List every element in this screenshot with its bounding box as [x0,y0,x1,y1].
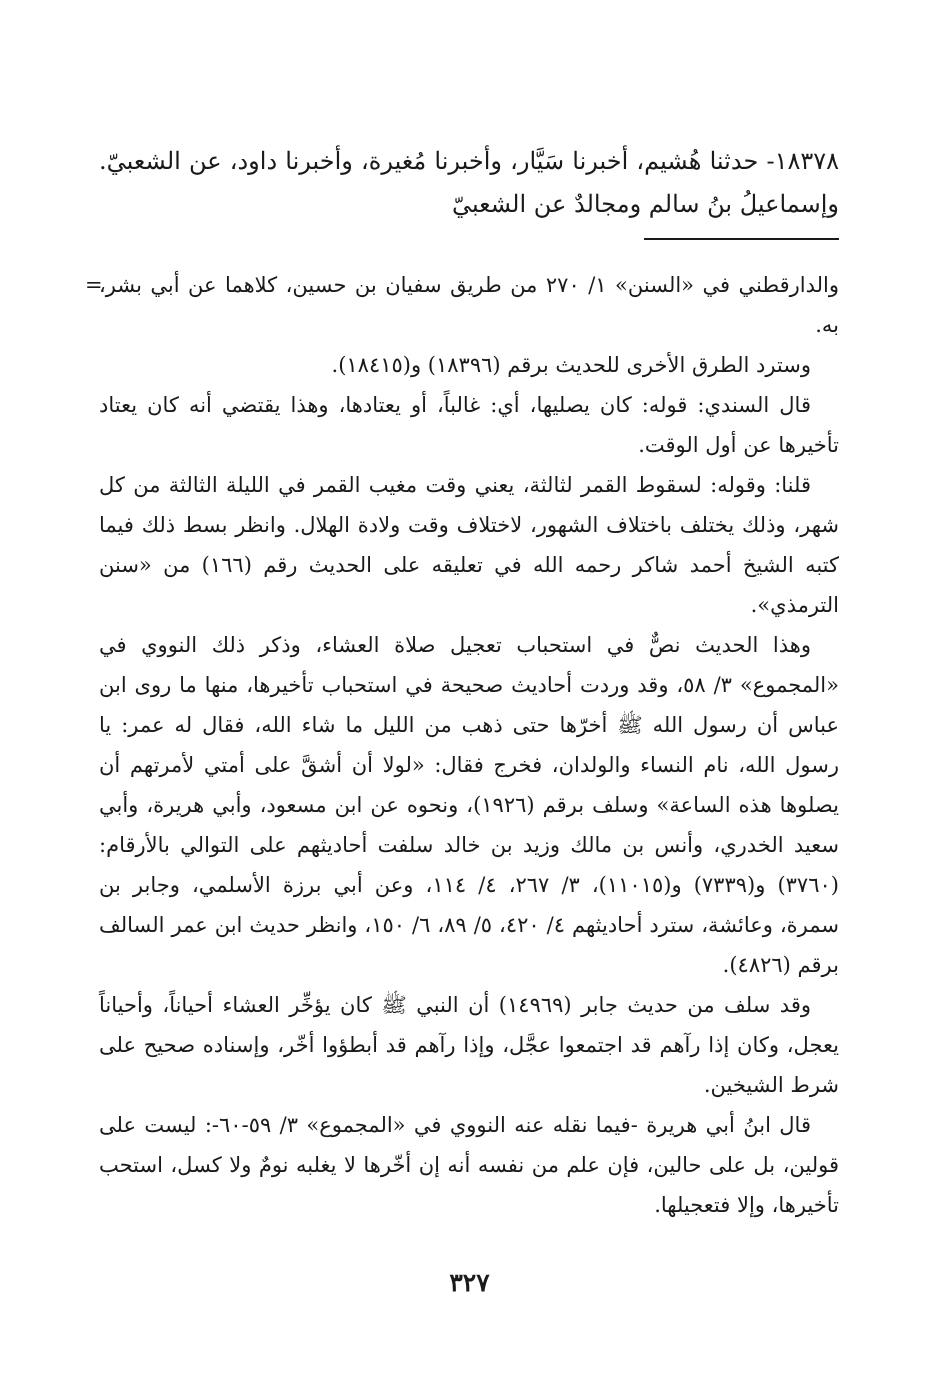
page-number: ٣٢٧ [449,1268,490,1297]
footnote-separator [644,238,839,240]
footnote-paragraph: وهذا الحديث نصٌّ في استحباب تعجيل صلاة العشاء، وذكر ذلك النووي في «المجموع» ٣/ ٥٨، وقد وردت أحاديث صحيحة في استحباب تأخيرها، منها ما روى ابن عباس أن رسول الله ﷺ أخرّها حتى ذهب من الليل ما شاء الله، فقال له عمر: يا رسول الله، نام النساء والولدان، فخرج فقال: «لولا أن أشقَّ على أمتي لأمرتهم أن يصلوها هذه الساعة» وسلف برقم (١٩٢٦)، ونحوه عن ابن مسعود، وأبي هريرة، وأبي سعيد الخدري، وأنس بن مالك وزيد بن خالد سلفت أحاديثهم على التوالي بالأرقام: (٣٧٦٠) و(٧٣٣٩) و(١١٠١٥)، ٣/ ٢٦٧، ٤/ ١١٤، وعن أبي برزة الأسلمي، وجابر بن سمرة، وعائشة، سترد أحاديثهم ٤/ ٤٢٠، ٥/ ٨٩، ٦/ ١٥٠، وانظر حديث ابن عمر السالف برقم (٤٨٢٦). [99,633,839,977]
footnote-paragraph: قال السندي: قوله: كان يصليها، أي: غالباً، أو يعتادها، وهذا يقتضي أنه كان يعتاد تأخيرها عن أول الوقت. [99,393,839,457]
footnote-paragraph: وسترد الطرق الأخرى للحديث برقم (١٨٣٩٦) و(١٨٤١٥). [331,353,811,377]
footnote-paragraph: وقد سلف من حديث جابر (١٤٩٦٩) أن النبي ﷺ كان يؤخِّر العشاء أحياناً، وأحياناً يعجل، وكان إذا رآهم قد اجتمعوا عجَّل، وإذا رآهم قد أبطؤوا أخّر، وإسناده صحيح على شرط الشيخين. [99,993,839,1097]
footnote-paragraph: قال ابنُ أبي هريرة -فيما نقله عنه النووي في «المجموع» ٣/ ٥٩-٦٠-: ليست على قولين، بل على حالين، فإن علم من نفسه أنه إن أخّرها لا يغلبه نومٌ ولا كسل، استحب تأخيرها، وإلا فتعجيلها. [99,1113,839,1217]
footnote-paragraph [85,265,839,345]
footnotes [85,265,840,1225]
hadith-text: ١٨٣٧٨- حدثنا هُشيم، أخبرنا سَيَّار، وأخبرنا مُغيرة، وأخبرنا داود، عن الشعبيّ. وإسماعيلُ بنُ سالم ومجالدٌ عن الشعبيّ [99,147,840,218]
continuation-marker: = [85,273,103,297]
footnote-paragraph-text: والدارقطني في «السنن» ١/ ٢٧٠ من طريق سفيان بن حسين، كلاهما عن أبي بشر، به. [99,273,839,337]
footnote-paragraph: قلنا: وقوله: لسقوط القمر لثالثة، يعني وقت مغيب القمر في الليلة الثالثة من كل شهر، وذلك يختلف باختلاف الشهور، لاختلاف وقت ولادة الهلال. وانظر بسط ذلك فيما كتبه الشيخ أحمد شاكر رحمه الله في تعليقه على الحديث رقم (١٦٦) من «سنن الترمذي». [99,473,840,617]
